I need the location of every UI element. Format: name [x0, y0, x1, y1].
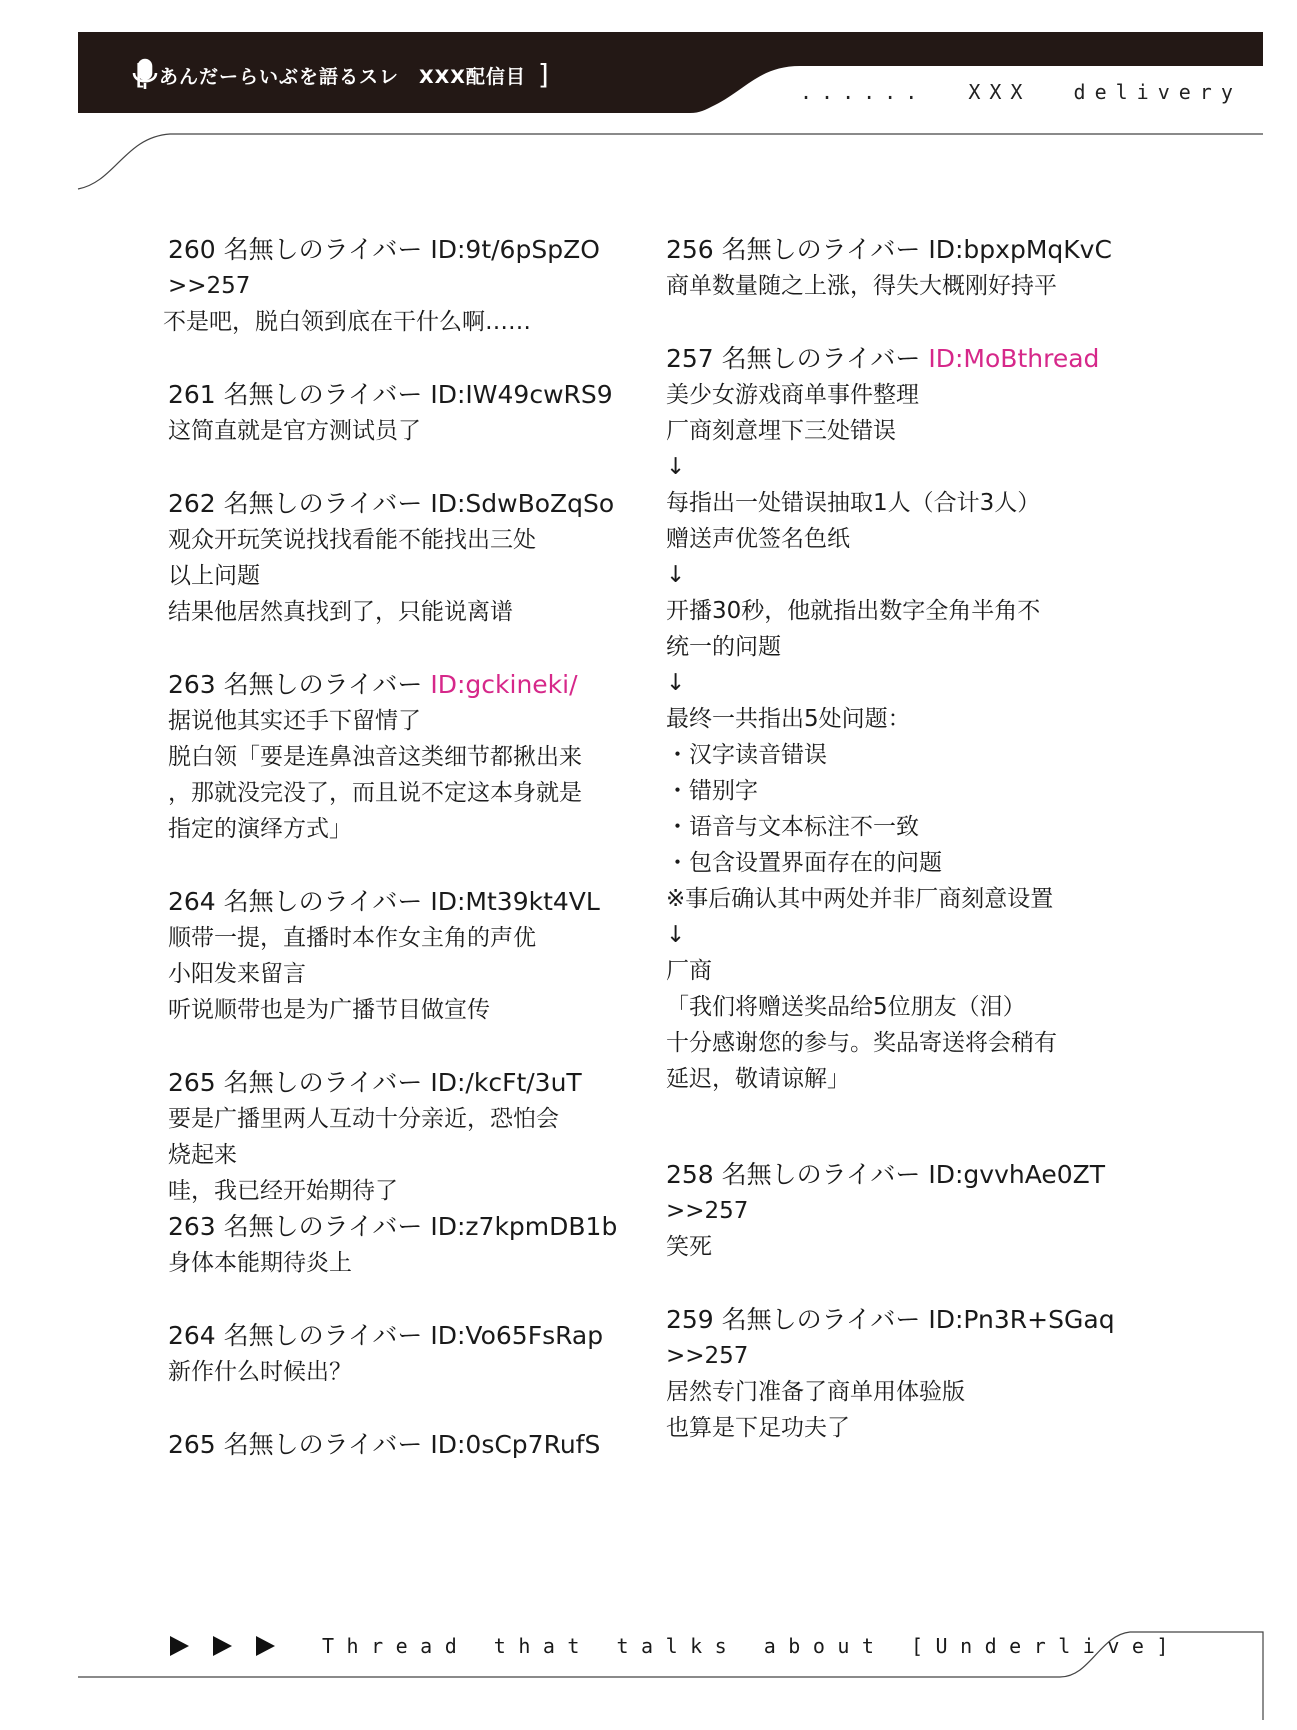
post-number-name: 258 名無しのライバー — [666, 1160, 929, 1189]
post-header — [168, 1209, 638, 1245]
post-header — [666, 232, 1136, 268]
post-line: 据说他其实还手下留情了 — [168, 708, 421, 734]
post-id: ID:gvvhAe0ZT — [928, 1160, 1106, 1189]
post — [168, 667, 638, 847]
post-number-name: 261 名無しのライバー — [168, 380, 431, 409]
post-line: 身体本能期待炎上 — [168, 1250, 352, 1276]
post-line: 新作什么时候出？ — [168, 1359, 352, 1385]
post — [666, 1157, 1136, 1265]
post-line: 「我们将赠送奖品给5位朋友（泪） — [666, 994, 1026, 1020]
post-number-name: 260 名無しのライバー — [168, 235, 431, 264]
post-header — [168, 377, 638, 413]
post-header — [666, 1157, 1136, 1193]
post-id: ID:Pn3R+SGaq — [928, 1305, 1115, 1334]
post — [168, 1065, 638, 1209]
post-line: 最终一共指出5处问题： — [666, 706, 911, 732]
post-number-name: 265 名無しのライバー — [168, 1068, 431, 1097]
post — [168, 486, 638, 630]
post-line: ↓ — [666, 922, 686, 948]
post-id: ID:bpxpMqKvC — [928, 235, 1112, 264]
post-id: ID:/kcFt/3uT — [430, 1068, 582, 1097]
post-line: ・语音与文本标注不一致 — [666, 814, 919, 840]
post-line: 十分感谢您的参与。奖品寄送将会稍有 — [666, 1030, 1057, 1056]
post-number-name: 256 名無しのライバー — [666, 235, 929, 264]
post-line: ・包含设置界面存在的问题 — [666, 850, 942, 876]
post-line: 以上问题 — [168, 563, 260, 589]
post-id: ID:SdwBoZqSo — [430, 489, 615, 518]
post-line: 每指出一处错误抽取1人（合计3人） — [666, 490, 1041, 516]
left-column — [163, 232, 638, 1500]
post — [168, 884, 638, 1028]
post-line: 听说顺带也是为广播节目做宣传 — [168, 997, 490, 1023]
post — [168, 1318, 638, 1390]
close-bracket: ] — [537, 58, 550, 91]
post-id: ID:Vo65FsRap — [430, 1321, 604, 1350]
post-line: 烧起来 — [168, 1142, 237, 1168]
post-id: ID:9t/6pSpZO — [430, 235, 600, 264]
post-header — [168, 667, 638, 703]
post-line: ・错别字 — [666, 778, 758, 804]
post-line: 美少女游戏商单事件整理 — [666, 382, 919, 408]
post-line: 哇，我已经开始期待了 — [168, 1178, 398, 1204]
post-line: 居然专门准备了商单用体验版 — [666, 1379, 965, 1405]
post-line: >>257 — [168, 273, 251, 299]
post-line: ※事后确认其中两处并非厂商刻意设置 — [666, 886, 1054, 912]
open-bracket: [ — [135, 58, 147, 91]
post-line: 商单数量随之上涨，得失大概刚好持平 — [666, 273, 1057, 299]
post-line: 这简直就是官方测试员了 — [168, 418, 421, 444]
post-header — [666, 1302, 1136, 1338]
post-line: 不是吧，脱白领到底在干什么啊…… — [163, 309, 531, 335]
post-line: 延迟，敬请谅解」 — [666, 1066, 850, 1092]
post-number-name: 259 名無しのライバー — [666, 1305, 929, 1334]
post-line: 厂商 — [666, 958, 712, 984]
post-header — [168, 1318, 638, 1354]
post-number-name: 257 名無しのライバー — [666, 344, 929, 373]
footer-thread-label: Thread that talks about [Underlive] — [322, 1634, 1181, 1658]
post-id: ID:0sCp7RufS — [430, 1430, 601, 1459]
play-arrow-icon — [213, 1636, 232, 1656]
post-header — [168, 486, 638, 522]
post-id: ID:MoBthread — [928, 344, 1100, 373]
post-header — [168, 232, 638, 268]
header-divider-line — [78, 134, 1263, 189]
post-line: 赠送声优签名色纸 — [666, 526, 850, 552]
post-id: ID:IW49cwRS9 — [430, 380, 613, 409]
post-number-name: 262 名無しのライバー — [168, 489, 431, 518]
post — [666, 1302, 1136, 1446]
post-line: ↓ — [666, 670, 686, 696]
post-number-name: 264 名無しのライバー — [168, 1321, 431, 1350]
post — [168, 1427, 638, 1463]
post — [666, 232, 1136, 304]
post-id: ID:z7kpmDB1b — [430, 1212, 618, 1241]
post-line: 统一的问题 — [666, 634, 781, 660]
post-line: 指定的演绎方式」 — [168, 816, 352, 842]
post-line: 小阳发来留言 — [168, 961, 306, 987]
post-id: ID:gckineki/ — [430, 670, 578, 699]
post-line: 脱白领「要是连鼻浊音这类细节都揪出来 — [168, 744, 582, 770]
post-line: 也算是下足功夫了 — [666, 1415, 850, 1441]
post-line: ・汉字读音错误 — [666, 742, 827, 768]
post-number-name: 263 名無しのライバー — [168, 670, 431, 699]
post — [163, 232, 638, 340]
post-line: 笑死 — [666, 1234, 712, 1260]
post-line: >>257 — [666, 1198, 749, 1224]
post-id: ID:Mt39kt4VL — [430, 887, 600, 916]
post — [666, 341, 1136, 1097]
post-number-name: 264 名無しのライバー — [168, 887, 431, 916]
post-line: 厂商刻意埋下三处错误 — [666, 418, 896, 444]
post-number-name: 263 名無しのライバー — [168, 1212, 431, 1241]
post-line: 结果他居然真找到了，只能说离谱 — [168, 599, 513, 625]
header-title — [135, 55, 550, 95]
post-header — [168, 1427, 638, 1463]
post — [168, 377, 638, 449]
post — [168, 1209, 638, 1281]
post-line: 顺带一提，直播时本作女主角的声优 — [168, 925, 536, 951]
footer-arrows — [170, 1636, 275, 1656]
delivery-label: ...... XXX delivery — [800, 80, 1242, 104]
thread-title: あんだーらいぶを語るスレ XXX配信目 — [158, 65, 526, 88]
post-header — [168, 884, 638, 920]
post-line: 观众开玩笑说找找看能不能找出三处 — [168, 527, 536, 553]
post-line: 开播30秒，他就指出数字全角半角不 — [666, 598, 1041, 624]
play-arrow-icon — [170, 1636, 189, 1656]
play-arrow-icon — [256, 1636, 275, 1656]
post-line: ↓ — [666, 562, 686, 588]
right-column — [666, 232, 1136, 1483]
post-line: ，那就没完没了，而且说不定这本身就是 — [168, 780, 582, 806]
post-number-name: 265 名無しのライバー — [168, 1430, 431, 1459]
post-line: 要是广播里两人互动十分亲近，恐怕会 — [168, 1106, 559, 1132]
post-line: >>257 — [666, 1343, 749, 1369]
post-line: ↓ — [666, 454, 686, 480]
post-header — [666, 341, 1136, 377]
post-header — [168, 1065, 638, 1101]
